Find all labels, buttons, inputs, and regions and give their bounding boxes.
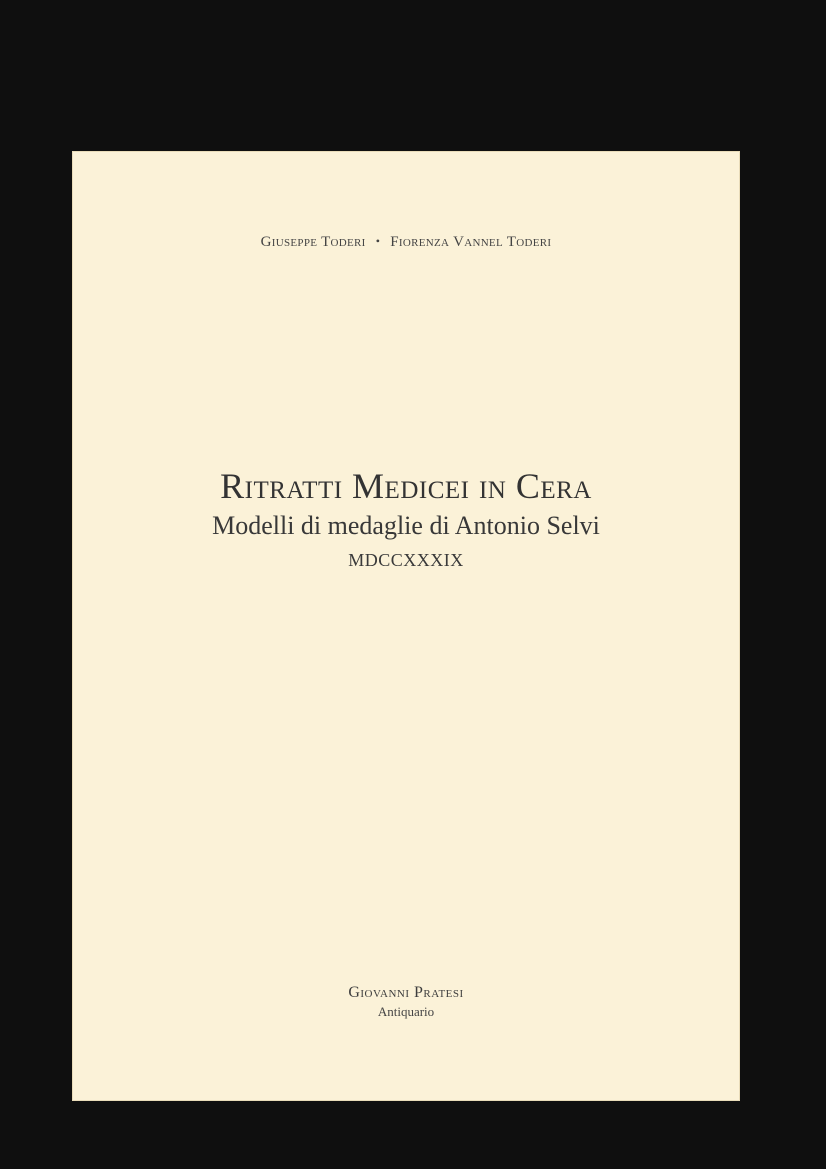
author-separator: • [375, 234, 381, 248]
publication-year: MDCCXXXIX [348, 550, 464, 570]
book-title: Ritratti Medicei in Cera [220, 466, 592, 506]
authors-line [72, 234, 740, 251]
author-first: Giuseppe Toderi [260, 234, 366, 250]
author-second: Fiorenza Vannel Toderi [390, 234, 552, 250]
book-subtitle: Modelli di medaglie di Antonio Selvi [212, 511, 600, 540]
publisher-name: Giovanni Pratesi [348, 984, 464, 1001]
book-cover [72, 151, 740, 1101]
publisher-role: Antiquario [377, 1004, 435, 1019]
